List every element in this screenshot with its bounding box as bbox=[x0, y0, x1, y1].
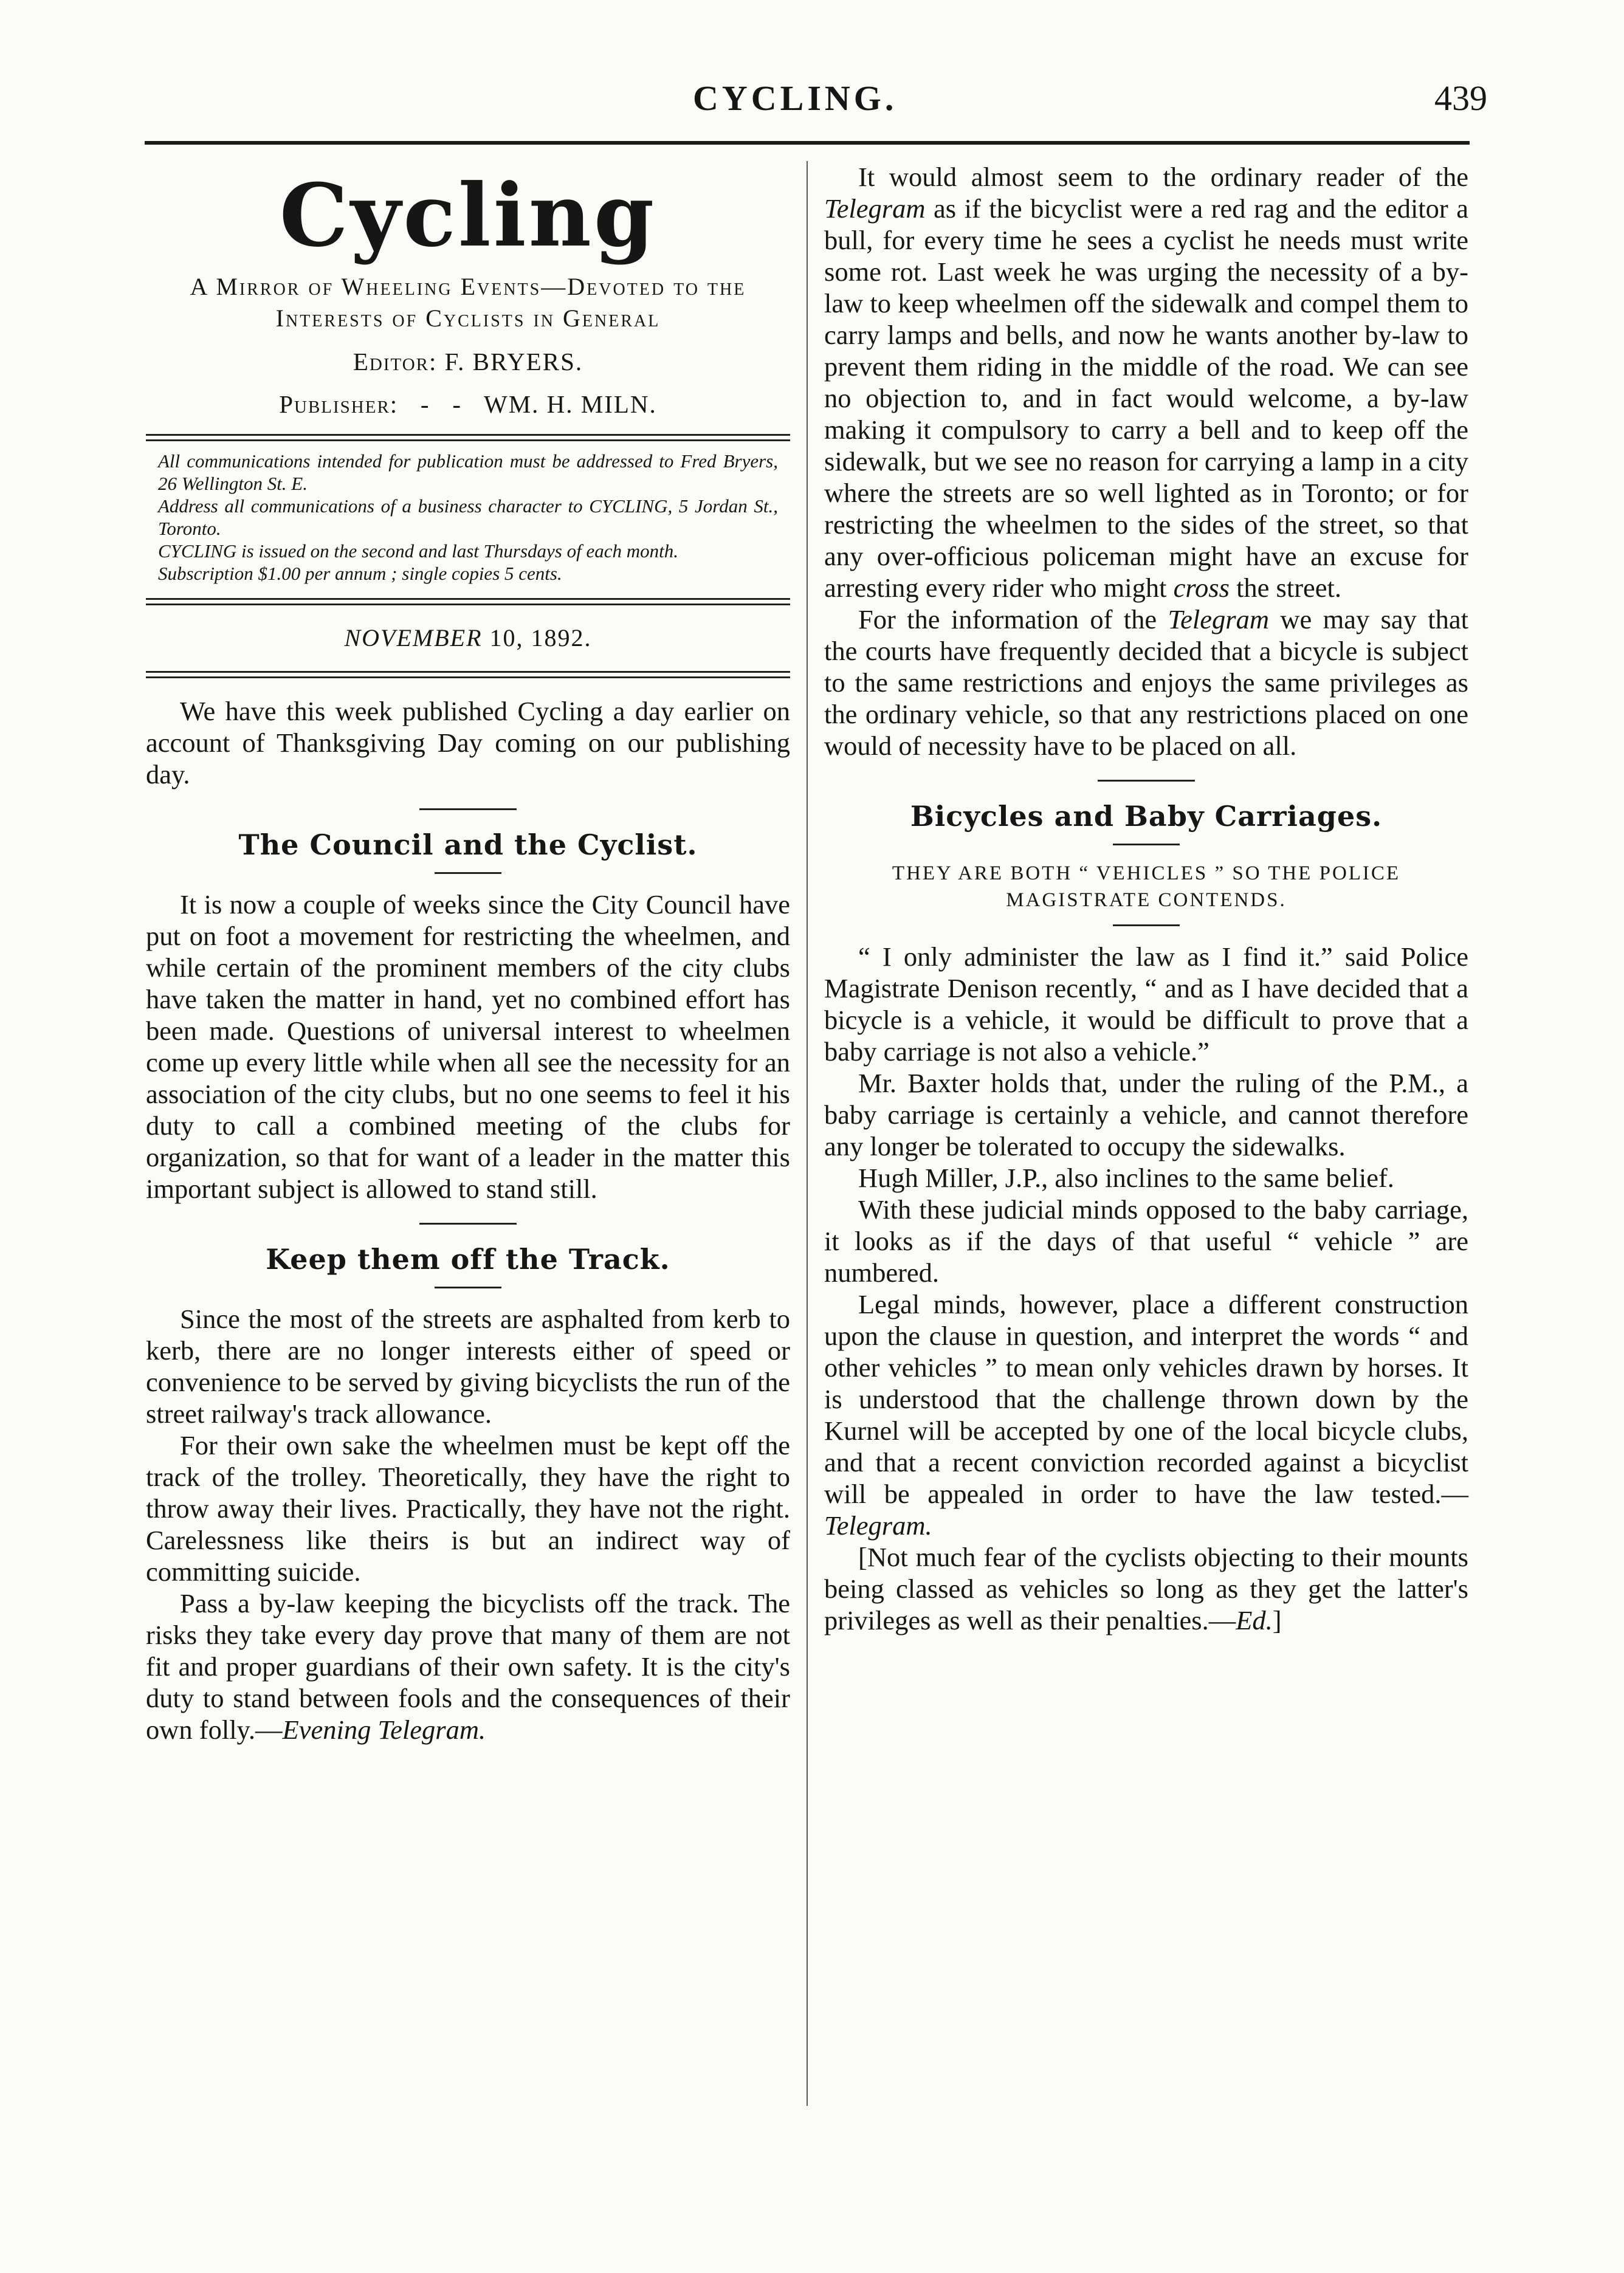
right-column bbox=[824, 161, 1468, 1636]
paragraph-text: Legal minds, however, place a different construction upon the clause in question, and interpret the words “ and other vehicles ” to mean only vehicles drawn by horses. It is understood that the challenge thrown down by the Kurnel will be accepted by one of the local bicycle clubs, and that a recent conviction recorded against a bicyclist will be appealed in order to have the law tested.— bbox=[824, 1289, 1468, 1509]
column-divider bbox=[807, 161, 808, 2106]
editor-credit: Editor: F. BRYERS. bbox=[353, 348, 583, 376]
article-paragraph: For their own sake the wheelmen must be kept off the track of the trolley. Theoretically, they have the right to throw away their lives. Practically, they have not the right. Carelessness like theirs is but an indirect way of committing suicide. bbox=[146, 1430, 790, 1587]
source-credit: Evening Telegram. bbox=[282, 1714, 486, 1745]
article-paragraph: “ I only administer the law as I find it.” said Police Magistrate Denison recently, “ and as I have decided that a bicycle is a vehicle, it would be difficult to prove that a baby carriage is not also a vehicle.” bbox=[824, 941, 1468, 1067]
heading-divider bbox=[1113, 924, 1180, 926]
notice-line: Address all communications of a business character to CYCLING, 5 Jordan St., Toronto. bbox=[158, 495, 778, 539]
article-paragraph: Hugh Miller, J.P., also inclines to the same belief. bbox=[858, 1163, 1394, 1193]
paragraph-text: we may say that the courts have frequently decided that a bicycle is subject to the same restrictions and enjoys the same privileges as the ordinary vehicle, so that any restrictions placed on one would of necessity have to be placed on all. bbox=[824, 604, 1468, 761]
paragraph-text: For the information of the bbox=[858, 604, 1168, 634]
paragraph-text: ] bbox=[1272, 1605, 1282, 1635]
article-paragraph bbox=[824, 603, 1468, 762]
dateline-day-year: 10, 1892. bbox=[489, 624, 592, 652]
heading-divider bbox=[435, 872, 501, 874]
paragraph-text: cross bbox=[1173, 573, 1230, 603]
dateline bbox=[146, 614, 790, 662]
paragraph-text: Telegram bbox=[1168, 604, 1269, 634]
paragraph-text: It would almost seem to the ordinary reader of the bbox=[858, 162, 1468, 192]
notice-line: Subscription $1.00 per annum ; single copies 5 cents. bbox=[158, 563, 562, 584]
article-paragraph: Mr. Baxter holds that, under the ruling of the P.M., a baby carriage is certainly a vehicle, and cannot therefore any longer be tolerated to occupy the sidewalks. bbox=[824, 1068, 1468, 1161]
paragraph-text: [Not much fear of the cyclists objecting to their mounts being classed as vehicles so long as they get the latter's privileges as well as their penalties.— bbox=[824, 1542, 1468, 1635]
running-head bbox=[0, 78, 1624, 132]
masthead-rule bbox=[146, 434, 790, 441]
source-credit: Telegram. bbox=[824, 1510, 932, 1541]
page-number: 439 bbox=[1434, 78, 1487, 118]
heading-divider bbox=[1113, 844, 1180, 845]
dateline-month: NOVEMBER bbox=[344, 624, 483, 652]
article-heading: The Council and the Cyclist. bbox=[238, 828, 698, 861]
article-paragraph: With these judicial minds opposed to the baby carriage, it looks as if the days of that useful “ vehicle ” are numbered. bbox=[824, 1194, 1468, 1288]
paragraph-text: Ed. bbox=[1236, 1605, 1273, 1635]
paragraph-text: as if the bicyclist were a red rag and the editor a bull, for every time he sees a cyclist he needs must write some rot. Last week he was urging the necessity of a by-law to keep wheelmen off the sidewalk and compel them to carry lamps and bells, and now he wants another by-law to prevent them riding in the middle of the road. We can see no objection to, and in fact would welcome, a by-law making it compulsory to carry a bell and to keep off the sidewalk, but we see no reason for carrying a lamp in a city where the streets are so well lighted as in Toronto; or for restricting the wheelmen to the sides of the street, so that any over-officious policeman might have an excuse for arresting every rider who might bbox=[824, 193, 1468, 603]
header-rule bbox=[145, 141, 1470, 145]
editor-note bbox=[824, 1541, 1468, 1636]
article-paragraph: Since the most of the streets are asphalted from kerb to kerb, there are no longer interests either of speed or convenience to be served by giving bicyclists the run of the street railway's track allowance. bbox=[146, 1304, 790, 1429]
notice-rule bbox=[146, 598, 790, 605]
section-divider bbox=[419, 1223, 517, 1225]
dateline-rule bbox=[146, 671, 790, 678]
article-kicker: THEY ARE BOTH “ VEHICLES ” SO THE POLICE MAGISTRATE CONTENDS. bbox=[892, 862, 1401, 911]
masthead-title: Cycling bbox=[279, 165, 657, 266]
publisher-credit: Publisher: - - WM. H. MILN. bbox=[279, 390, 657, 418]
notice-line: CYCLING is issued on the second and last Thursdays of each month. bbox=[158, 540, 678, 562]
article-paragraph bbox=[824, 161, 1468, 603]
article-paragraph bbox=[146, 1587, 790, 1745]
heading-divider bbox=[435, 1287, 501, 1288]
paragraph-text: Pass a by-law keeping the bicyclists off the track. The risks they take every day prove that many of them are not fit and proper guardians of their own safety. It is the city's duty to stand between fools and the consequences of their own folly.— bbox=[146, 1588, 790, 1745]
masthead-subtitle: A Mirror of Wheeling Events—Devoted to the Interests of Cyclists in General bbox=[190, 273, 746, 332]
paragraph-text: the street. bbox=[1229, 573, 1342, 603]
section-divider bbox=[1098, 780, 1195, 782]
running-title: CYCLING. bbox=[693, 78, 898, 118]
editorial-notice bbox=[146, 450, 790, 585]
section-divider bbox=[419, 808, 517, 810]
article-paragraph bbox=[824, 1288, 1468, 1541]
article-heading: Bicycles and Baby Carriages. bbox=[910, 800, 1383, 833]
notice-line: All communications intended for publication must be addressed to Fred Bryers, 26 Wellington St. E. bbox=[158, 450, 778, 494]
intro-paragraph: We have this week published Cycling a day earlier on account of Thanksgiving Day coming on our publishing day. bbox=[146, 696, 790, 789]
article-heading: Keep them off the Track. bbox=[266, 1243, 670, 1276]
paragraph-text: Telegram bbox=[824, 193, 926, 224]
article-paragraph: It is now a couple of weeks since the City Council have put on foot a movement for restricting the wheelmen, and while certain of the prominent members of the city clubs have taken the matter in hand, yet no combined effort has been made. Questions of universal interest to wheelmen come up every little while when all see the necessity for an association of the city clubs, but no one seems to feel it his duty to call a combined meeting of the clubs for organization, so that for want of a leader in the matter this important subject is allowed to stand still. bbox=[146, 889, 790, 1204]
left-column bbox=[146, 161, 790, 1745]
